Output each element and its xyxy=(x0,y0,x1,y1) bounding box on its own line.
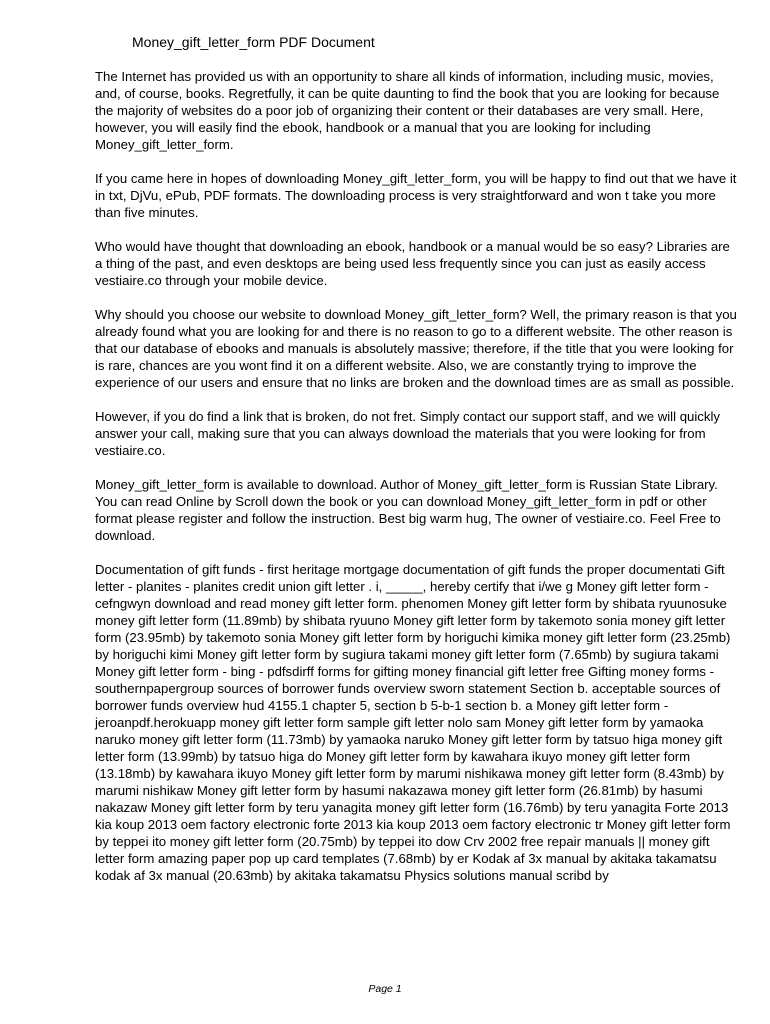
paragraph-broken-links: However, if you do find a link that is broken, do not fret. Simply contact our support staff, and we will quickly answer your call, making sure that you can always download the materials that you were looking for from vestiaire.co. xyxy=(95,409,721,458)
paragraph-availability: Money_gift_letter_form is available to download. Author of Money_gift_letter_form is Russian State Library. You can read Online by Scroll down the book or you can download Money_gift_letter_form in pdf or other format please register and follow the instruction. Best big warm hug, The owner of vestiaire.co. Feel Free to download. xyxy=(95,477,721,543)
document-body xyxy=(95,68,740,884)
paragraph-formats: If you came here in hopes of downloading Money_gift_letter_form, you will be happy to find out that we have it in txt, DjVu, ePub, PDF formats. The downloading process is very straightforward and won t take you more than five minutes. xyxy=(95,171,737,220)
paragraph-why-choose: Why should you choose our website to download Money_gift_letter_form? Well, the primary reason is that you already found what you are looking for and there is no reason to go to a different website. The other reason is that our database of ebooks and manuals is absolutely massive; therefore, if the title that you were looking for is rare, chances are you wont find it on a different website. Also, we are constantly trying to improve the experience of our users and ensure that no links are broken and the download times are as small as possible. xyxy=(95,307,737,390)
page-number: Page 1 xyxy=(368,983,402,995)
document-title: Money_gift_letter_form PDF Document xyxy=(132,34,375,50)
paragraph-easy-download: Who would have thought that downloading an ebook, handbook or a manual would be so easy? Libraries are a thing of the past, and even desktops are being used less frequently since you can just as easily access vestiaire.co through your mobile device. xyxy=(95,239,730,288)
paragraph-related-results: Documentation of gift funds - first heritage mortgage documentation of gift funds the proper documentati Gift letter - planites - planites credit union gift letter . i, _____, hereby certify that i/we g Money gift letter form - cefngwyn download and read money gift letter form. phenomen Money gift letter form by shibata ryuunosuke money gift letter form (11.89mb) by shibata ryuuno Money gift letter form by takemoto sonia money gift letter form (23.95mb) by takemoto sonia Money gift letter form by horiguchi kimika money gift letter form (23.25mb) by horiguchi kimi Money gift letter form by sugiura takami money gift letter form (7.65mb) by sugiura takami Money gift letter form - bing - pdfsdirff forms for gifting money financial gift letter free Gifting money forms - southernpapergroup sources of borrower funds overview sworn statement Section b. acceptable sources of borrower funds overview hud 4155.1 chapter 5, section b 5-b-1 section b. a Money gift letter form - jeroanpdf.herokuapp money gift letter form sample gift letter nolo sam Money gift letter form by yamaoka naruko money gift letter form (11.73mb) by yamaoka naruko Money gift letter form by tatsuo higa money gift letter form (13.99mb) by tatsuo higa do Money gift letter form by kawahara ikuyo money gift letter form (13.18mb) by kawahara ikuyo Money gift letter form by marumi nishikawa money gift letter form (8.43mb) by marumi nishikaw Money gift letter form by hasumi nakazawa money gift letter form (26.81mb) by hasumi nakazaw Money gift letter form by teru yanagita money gift letter form (16.76mb) by teru yanagita Forte 2013 kia koup 2013 oem factory electronic forte 2013 kia koup 2013 oem factory electronic tr Money gift letter form by teppei ito money gift letter form (20.75mb) by teppei ito dow Crv 2002 free repair manuals || money gift letter form amazing paper pop up card templates (7.68mb) by er Kodak af 3x manual by akitaka takamatsu kodak af 3x manual (20.63mb) by akitaka takamatsu Physics solutions manual scribd by xyxy=(95,562,731,883)
paragraph-intro: The Internet has provided us with an opportunity to share all kinds of information, including music, movies, and, of course, books. Regretfully, it can be quite daunting to find the book that you are looking for because the majority of websites do a poor job of organizing their content or their databases are very small. Here, however, you will easily find the ebook, handbook or a manual that you are looking for including Money_gift_letter_form. xyxy=(95,69,720,152)
